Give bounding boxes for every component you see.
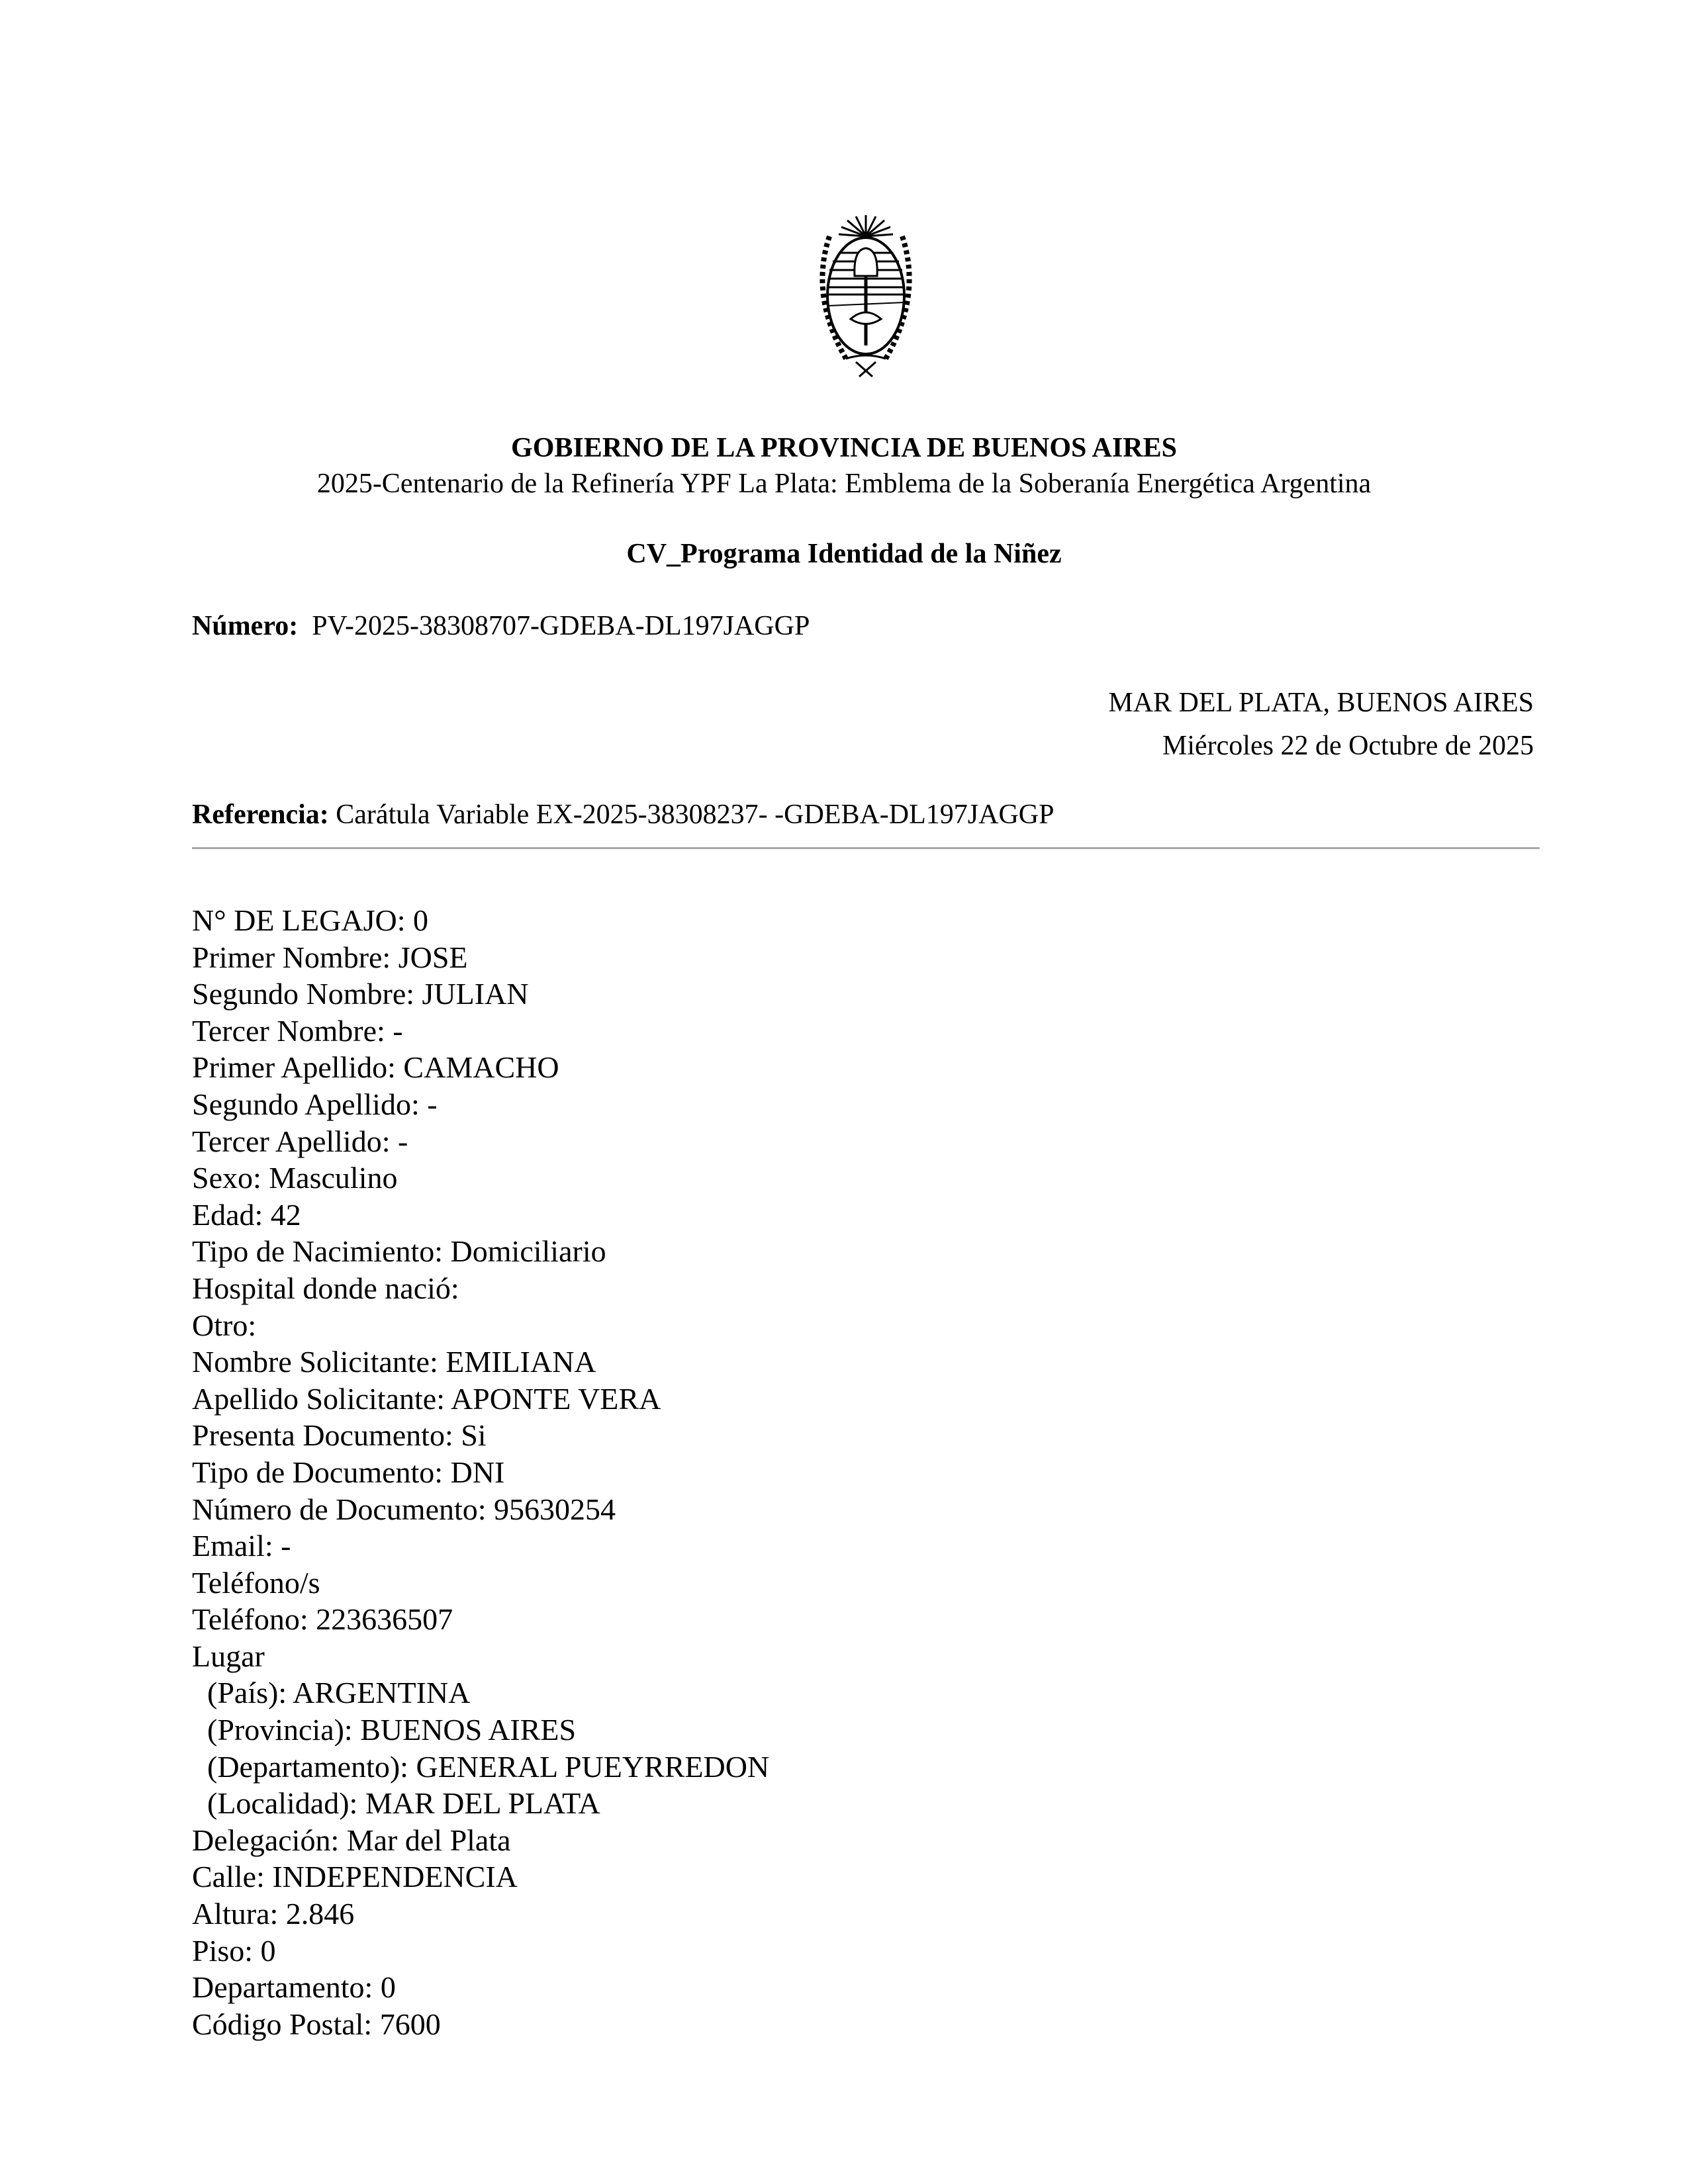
- field-line: Hospital donde nació:: [192, 1271, 459, 1305]
- referencia-label: Referencia:: [192, 799, 329, 830]
- field-line: Segundo Nombre: JULIAN: [192, 977, 529, 1011]
- field-line: Calle: INDEPENDENCIA: [192, 1860, 518, 1894]
- document-title: CV_Programa Identidad de la Niñez: [626, 539, 1062, 569]
- field-line: Código Postal: 7600: [192, 2007, 441, 2041]
- field-line: Nombre Solicitante: EMILIANA: [192, 1345, 596, 1379]
- document-date: Miércoles 22 de Octubre de 2025: [1162, 731, 1534, 761]
- field-list: [192, 902, 769, 2042]
- field-line: (Provincia): BUENOS AIRES: [192, 1713, 577, 1747]
- government-title: GOBIERNO DE LA PROVINCIA DE BUENOS AIRES: [511, 433, 1177, 463]
- field-line: Tipo de Nacimiento: Domiciliario: [192, 1234, 606, 1269]
- field-line: Teléfono/s: [192, 1565, 320, 1600]
- field-line: Primer Nombre: JOSE: [192, 940, 468, 974]
- field-line: (Departamento): GENERAL PUEYRREDON: [192, 1749, 770, 1784]
- field-line: Tercer Apellido: -: [192, 1124, 408, 1158]
- field-line: Tercer Nombre: -: [192, 1013, 403, 1048]
- field-line: Segundo Apellido: -: [192, 1087, 438, 1121]
- field-line: Apellido Solicitante: APONTE VERA: [192, 1381, 661, 1416]
- field-line: Teléfono: 223636507: [192, 1602, 453, 1637]
- field-line: N° DE LEGAJO: 0: [192, 903, 428, 937]
- referencia-line: [192, 798, 1054, 831]
- coat-of-arms-icon: [810, 210, 922, 379]
- field-line: Lugar: [192, 1639, 265, 1673]
- divider: [192, 847, 1540, 849]
- referencia-value: Carátula Variable EX-2025-38308237- -GDEBA-DL197JAGGP: [336, 799, 1055, 830]
- field-line: Otro:: [192, 1308, 257, 1342]
- field-line: Número de Documento: 95630254: [192, 1492, 616, 1526]
- numero-line: [192, 610, 810, 643]
- field-line: Sexo: Masculino: [192, 1161, 398, 1195]
- field-line: Piso: 0: [192, 1933, 276, 1968]
- field-line: (País): ARGENTINA: [192, 1676, 471, 1710]
- field-line: Tipo de Documento: DNI: [192, 1455, 505, 1489]
- field-line: Departamento: 0: [192, 1970, 396, 2005]
- field-line: Altura: 2.846: [192, 1897, 355, 1931]
- field-line: Presenta Documento: Si: [192, 1418, 487, 1453]
- numero-value: PV-2025-38308707-GDEBA-DL197JAGGP: [312, 611, 810, 641]
- numero-label: Número:: [192, 611, 299, 641]
- field-line: Email: -: [192, 1529, 291, 1563]
- field-line: Delegación: Mar del Plata: [192, 1823, 511, 1857]
- document-place: MAR DEL PLATA, BUENOS AIRES: [1108, 688, 1534, 718]
- field-line: Primer Apellido: CAMACHO: [192, 1050, 559, 1085]
- field-line: Edad: 42: [192, 1197, 301, 1232]
- field-line: (Localidad): MAR DEL PLATA: [192, 1786, 600, 1821]
- government-subtitle: 2025-Centenario de la Refinería YPF La Plata: Emblema de la Soberanía Energética Argentina: [316, 469, 1372, 499]
